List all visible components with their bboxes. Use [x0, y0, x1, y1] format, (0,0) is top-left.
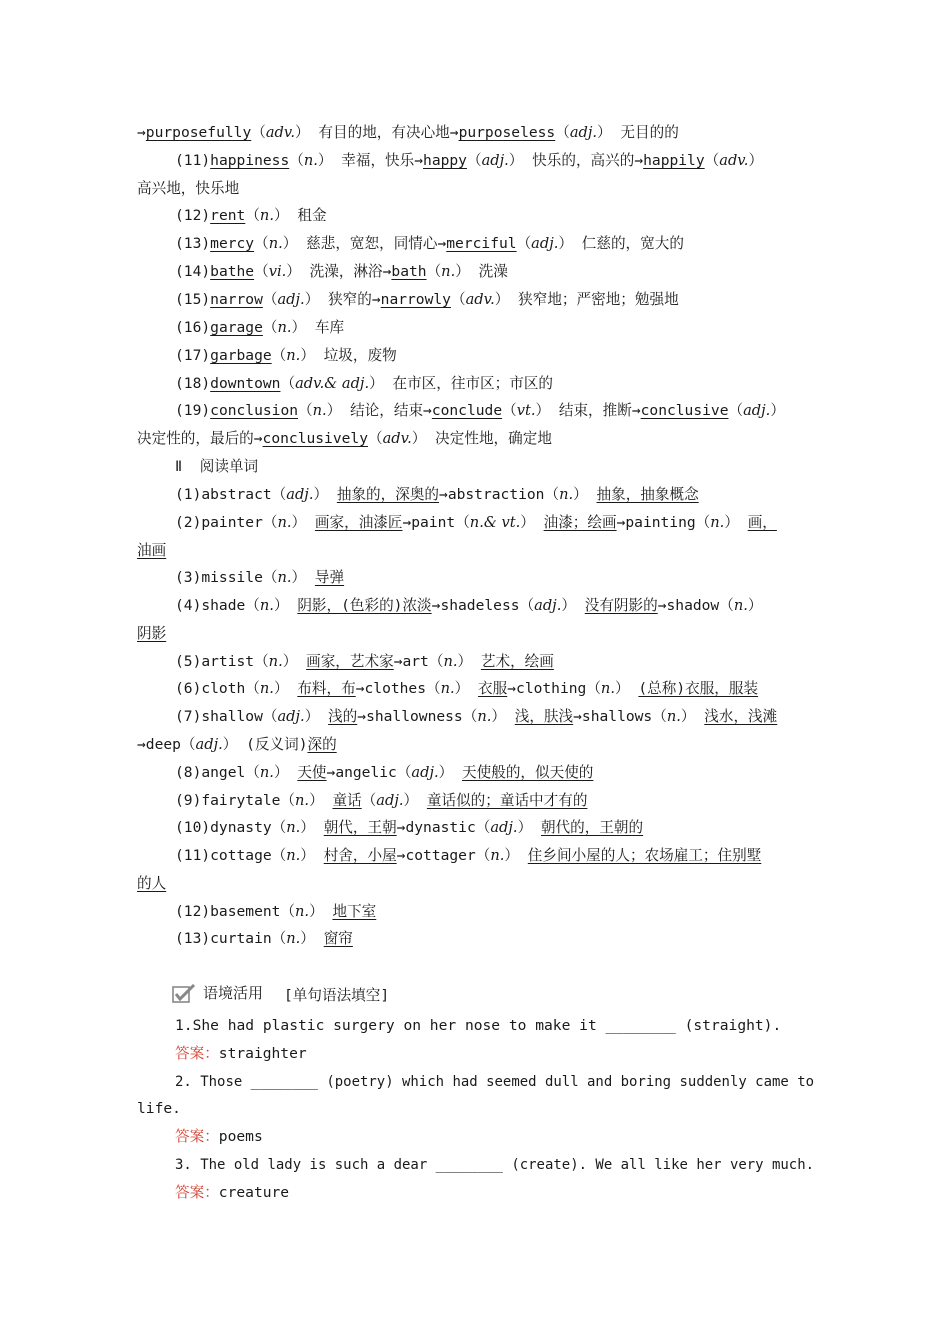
text-segment: (11)	[175, 152, 211, 169]
vocab-line	[175, 846, 761, 866]
text-segment: ）	[561, 597, 585, 614]
text-segment: ）	[457, 653, 481, 670]
text-segment: （	[271, 347, 287, 364]
underlined-term: downtown	[210, 375, 281, 392]
text-segment: n.	[259, 680, 274, 697]
text-segment: n.	[277, 514, 292, 531]
vocab-line	[175, 151, 763, 171]
vocab-line	[175, 679, 758, 699]
text-segment: →shadow（	[657, 597, 734, 614]
underlined-term: 的人	[137, 875, 167, 892]
text-segment: →dynastic（	[396, 819, 491, 836]
text-segment: n.	[312, 402, 327, 419]
section-title: 语境活用	[203, 984, 264, 1002]
exercise-line	[175, 1183, 289, 1203]
underlined-term: 村舍，小屋	[323, 847, 397, 864]
underlined-term: purposeless	[458, 124, 556, 141]
text-segment: (14)	[175, 263, 211, 280]
text-segment: n.	[441, 263, 456, 280]
underlined-term: 没有阴影的	[584, 597, 658, 614]
text-segment: (10)dynasty（	[175, 819, 287, 836]
text-segment: （	[254, 263, 269, 280]
text-segment: (13)	[175, 235, 211, 252]
underlined-term: narrow	[210, 291, 263, 308]
underlined-term: 童话似的；童话中才有的	[426, 792, 588, 809]
vocab-line	[175, 206, 327, 226]
text-segment: ） 狭窄的→	[304, 291, 381, 308]
underlined-term: 画家，油漆匠	[314, 514, 403, 531]
text-segment: ）	[517, 819, 541, 836]
text-segment: n.	[710, 514, 725, 531]
underlined-term: 抽象的，深奥的	[336, 486, 440, 503]
text-segment: ）	[573, 486, 597, 503]
text-segment: n.	[277, 569, 292, 586]
text-segment: n.	[666, 708, 681, 725]
text-segment: (12)basement（	[175, 903, 296, 920]
vocab-line	[175, 346, 397, 366]
text-segment: →cottager（	[396, 847, 491, 864]
text-segment: n.	[286, 347, 301, 364]
text-segment: adj.	[481, 152, 509, 169]
vocab-line	[175, 513, 777, 533]
text-segment: (9)fairytale（	[175, 792, 296, 809]
text-segment: ）	[273, 764, 298, 781]
answer-label: 答案：	[175, 1045, 219, 1062]
text-segment: (4)shade（	[175, 597, 260, 614]
text-segment: （	[361, 792, 377, 809]
text-segment: →deep（	[137, 736, 196, 753]
text-segment: ）	[300, 930, 324, 947]
text-segment: n.	[286, 847, 301, 864]
text-segment: n.	[268, 653, 283, 670]
exercise-line	[175, 1044, 307, 1064]
text-segment: n.	[600, 680, 615, 697]
text-segment: （	[502, 402, 517, 419]
underlined-term: mercy	[210, 235, 255, 252]
vocab-line	[175, 401, 785, 421]
text-segment: adj.	[490, 819, 518, 836]
text-segment: ）	[680, 708, 705, 725]
text-segment: n.	[259, 207, 274, 224]
text-segment: creature	[218, 1184, 290, 1201]
text-segment: ） 车库	[291, 319, 345, 336]
answer-label: 答案：	[175, 1184, 219, 1201]
text-segment: （	[251, 124, 266, 141]
text-segment: （	[262, 319, 278, 336]
vocab-line	[175, 596, 762, 616]
text-segment: ）	[273, 680, 298, 697]
underlined-term: 抽象，抽象概念	[596, 486, 699, 503]
vocab-line	[175, 791, 587, 811]
text-segment: 高兴地，快乐地	[137, 180, 240, 197]
text-segment: (6)cloth（	[175, 680, 260, 697]
text-segment: n.	[477, 708, 492, 725]
underlined-term: garage	[210, 319, 263, 336]
text-segment: adj.	[376, 792, 404, 809]
text-segment: ） 仁慈的，宽大的	[558, 235, 684, 252]
underlined-term: 布料，布	[297, 680, 356, 697]
text-segment: (17)	[175, 347, 211, 364]
text-segment: (16)	[175, 319, 211, 336]
vocab-line	[137, 624, 166, 644]
text-segment: ） 幸福，快乐→	[317, 152, 424, 169]
text-segment: （	[245, 207, 260, 224]
underlined-term: 油画	[137, 542, 167, 559]
vocab-line	[137, 179, 239, 199]
text-segment: ）	[304, 708, 329, 725]
text-segment: (5)artist（	[175, 653, 269, 670]
vocab-line	[175, 818, 643, 838]
underlined-term: 阴影	[137, 625, 167, 642]
text-segment: ）	[273, 597, 298, 614]
check-pencil-icon	[172, 984, 198, 1004]
vocab-line	[175, 318, 344, 338]
text-segment: n.	[733, 597, 748, 614]
text-segment: (2)painter（	[175, 514, 278, 531]
text-segment: →paint（	[402, 514, 470, 531]
text-segment: adj.	[286, 486, 314, 503]
text-segment: ）	[724, 514, 748, 531]
text-segment: （	[298, 402, 313, 419]
text-segment: poems	[218, 1128, 263, 1145]
text-segment: →clothes（	[355, 680, 441, 697]
underlined-term: 窗帘	[323, 930, 353, 947]
text-segment: adv.	[465, 291, 495, 308]
text-segment: ）	[291, 514, 315, 531]
vocab-line	[175, 763, 593, 783]
vocab-line	[175, 652, 554, 672]
text-segment: ） 在市区，往市区；市区的	[369, 375, 554, 392]
underlined-term: conclusion	[210, 402, 299, 419]
exercise-line	[175, 1016, 781, 1036]
text-segment: （	[262, 291, 278, 308]
text-segment: adv.& adj.	[295, 375, 370, 392]
underlined-term: 浅水，浅滩	[704, 708, 778, 725]
text-segment: ） 快乐的，高兴的→	[508, 152, 644, 169]
underlined-term: 天使般的，似天使的	[462, 764, 594, 781]
text-segment: vt.	[516, 402, 536, 419]
underlined-term: conclusively	[262, 430, 368, 447]
text-segment: ）	[300, 819, 324, 836]
text-segment: 3. The old lady is such a dear ________ (create). We all like her very much.	[175, 1156, 815, 1173]
text-segment: adj.	[743, 402, 771, 419]
text-segment: ）	[454, 680, 479, 697]
text-segment: 决定性的，最后的→	[137, 430, 263, 447]
vocab-line	[137, 123, 679, 143]
text-segment: n.	[295, 903, 310, 920]
text-segment: ） 垃圾，废物	[300, 347, 397, 364]
underlined-term: 深的	[307, 736, 337, 753]
vocab-line	[175, 457, 258, 477]
text-segment: n.	[286, 819, 301, 836]
text-segment: n.	[295, 792, 310, 809]
text-segment: n.	[259, 764, 274, 781]
text-segment: (19)	[175, 402, 211, 419]
text-segment: ）	[291, 569, 315, 586]
text-segment: ） 结论，结束→	[326, 402, 432, 419]
text-segment: ）	[438, 764, 463, 781]
text-segment: （	[555, 124, 570, 141]
text-segment: →clothing（	[507, 680, 601, 697]
exercise-line	[175, 1127, 263, 1147]
text-segment: ）	[282, 653, 307, 670]
text-segment: adj.	[195, 736, 223, 753]
underlined-term: 画，	[747, 514, 777, 531]
text-segment: ）	[747, 597, 763, 614]
vocab-line	[175, 902, 376, 922]
text-segment: adv.	[719, 152, 749, 169]
text-segment: ） 慈悲，宽恕，同情心→	[282, 235, 447, 252]
underlined-term: 油漆；绘画	[543, 514, 617, 531]
text-segment: adv.	[265, 124, 296, 141]
underlined-term: happy	[423, 152, 467, 169]
text-segment: →shallows（	[573, 708, 667, 725]
underlined-term: 童话	[332, 792, 362, 809]
text-segment: ） 租金	[273, 207, 327, 224]
text-segment: (18)	[175, 375, 211, 392]
text-segment: ）	[491, 708, 515, 725]
text-segment: ） 洗澡	[455, 263, 508, 280]
text-segment: straighter	[218, 1045, 307, 1062]
text-segment: adj.	[569, 124, 598, 141]
vocab-line	[137, 429, 552, 449]
vocab-line	[175, 234, 684, 254]
text-segment: n.	[490, 847, 505, 864]
exercise-line	[175, 1072, 814, 1092]
answer-label: 答案：	[175, 1128, 219, 1145]
text-segment: ）	[313, 486, 337, 503]
text-segment: vi.	[268, 263, 287, 280]
underlined-term: merciful	[446, 235, 517, 252]
text-segment: (11)cottage（	[175, 847, 287, 864]
text-segment: Ⅱ 阅读单词	[175, 458, 259, 475]
text-segment: adv.	[382, 430, 412, 447]
vocab-line	[137, 874, 166, 894]
text-segment: ） 洗澡，淋浴→	[286, 263, 392, 280]
underlined-term: happily	[643, 152, 705, 169]
vocab-line	[175, 485, 699, 505]
vocab-line	[175, 929, 353, 949]
underlined-term: 导弹	[314, 569, 345, 586]
text-segment: →art（	[393, 653, 444, 670]
text-segment: adj.	[411, 764, 439, 781]
text-segment: ） (反义词)	[222, 736, 308, 753]
vocab-line	[175, 374, 553, 394]
text-segment: ）	[770, 402, 785, 419]
underlined-term: conclusive	[640, 402, 729, 419]
text-segment: adj.	[277, 291, 305, 308]
text-segment: →shadeless（	[431, 597, 535, 614]
text-segment: ） 有目的地，有决心地→	[295, 124, 459, 141]
text-segment: （	[728, 402, 744, 419]
text-segment: n.	[443, 653, 458, 670]
text-segment: （	[516, 235, 532, 252]
underlined-term: happiness	[210, 152, 290, 169]
underlined-term: 朝代的，王朝的	[540, 819, 644, 836]
text-segment: ） 无目的的	[597, 124, 679, 141]
text-segment: →shallowness（	[357, 708, 478, 725]
text-segment: ）	[520, 514, 544, 531]
vocab-line	[137, 541, 166, 561]
text-segment: （	[704, 152, 720, 169]
text-segment: →abstraction（	[439, 486, 560, 503]
text-segment: (7)shallow（	[175, 708, 278, 725]
text-segment: n.	[559, 486, 574, 503]
text-segment: n.	[303, 152, 318, 169]
vocab-line	[137, 735, 337, 755]
underlined-term: bathe	[210, 263, 255, 280]
text-segment: ）	[403, 792, 427, 809]
section-subtitle: [单句语法填空]	[284, 987, 390, 1004]
exercise-line	[137, 1099, 181, 1119]
text-segment: （	[450, 291, 466, 308]
underlined-term: 阴影，(色彩的)浓淡	[297, 597, 432, 614]
text-segment: →painting（	[616, 514, 711, 531]
text-segment: （	[367, 430, 383, 447]
text-segment: adj.	[534, 597, 562, 614]
underlined-term: narrowly	[380, 291, 451, 308]
text-segment: n.	[268, 235, 283, 252]
underlined-term: 地下室	[332, 903, 377, 920]
text-segment: ）	[309, 903, 333, 920]
text-segment: ） 决定性地，确定地	[411, 430, 552, 447]
text-segment: →angelic（	[326, 764, 412, 781]
text-segment: →	[137, 124, 146, 141]
underlined-term: 艺术，绘画	[480, 653, 554, 670]
text-segment: (15)	[175, 291, 211, 308]
text-segment: life.	[137, 1100, 181, 1117]
text-segment: （	[466, 152, 482, 169]
text-segment: n.	[277, 319, 292, 336]
vocab-line	[175, 290, 679, 310]
text-segment: adj.	[277, 708, 305, 725]
text-segment: n.	[259, 597, 274, 614]
vocab-line	[175, 707, 777, 727]
text-segment: ）	[504, 847, 528, 864]
underlined-term: conclude	[431, 402, 503, 419]
text-segment: ）	[300, 847, 324, 864]
vocab-line	[175, 568, 344, 588]
text-segment: 1.She had plastic surgery on her nose to make it ________ (straight).	[175, 1017, 782, 1034]
text-segment: （	[426, 263, 442, 280]
text-segment: adj.	[531, 235, 559, 252]
text-segment: ）	[748, 152, 764, 169]
vocab-line	[175, 262, 508, 282]
text-segment: （	[289, 152, 304, 169]
text-segment: ）	[614, 680, 639, 697]
text-segment: （	[254, 235, 269, 252]
text-segment: (12)	[175, 207, 211, 224]
underlined-term: garbage	[210, 347, 272, 364]
text-segment: n.	[440, 680, 455, 697]
underlined-term: bath	[391, 263, 427, 280]
underlined-term: purposefully	[145, 124, 252, 141]
underlined-term: 朝代，王朝	[323, 819, 397, 836]
underlined-term: 画家，艺术家	[306, 653, 394, 670]
text-segment: ） 结束，推断→	[535, 402, 641, 419]
text-segment: (1)abstract（	[175, 486, 287, 503]
underlined-term: (总称)衣服，服装	[638, 680, 759, 697]
text-segment: n.& vt.	[469, 514, 521, 531]
underlined-term: 衣服	[478, 680, 508, 697]
exercise-line	[175, 1155, 814, 1175]
text-segment: ） 狭窄地；严密地；勉强地	[494, 291, 679, 308]
text-segment: (8)angel（	[175, 764, 260, 781]
text-segment: n.	[286, 930, 301, 947]
text-segment: ）	[309, 792, 333, 809]
underlined-term: 天使	[297, 764, 327, 781]
underlined-term: 住乡间小屋的人；农场雇工；住别墅	[527, 847, 762, 864]
text-segment: (13)curtain（	[175, 930, 287, 947]
text-segment: (3)missile（	[175, 569, 278, 586]
text-segment: （	[280, 375, 296, 392]
underlined-term: 浅的	[328, 708, 358, 725]
underlined-term: rent	[210, 207, 246, 224]
underlined-term: 浅，肤浅	[514, 708, 574, 725]
text-segment: 2. Those ________ (poetry) which had seemed dull and boring suddenly came to	[175, 1073, 815, 1090]
